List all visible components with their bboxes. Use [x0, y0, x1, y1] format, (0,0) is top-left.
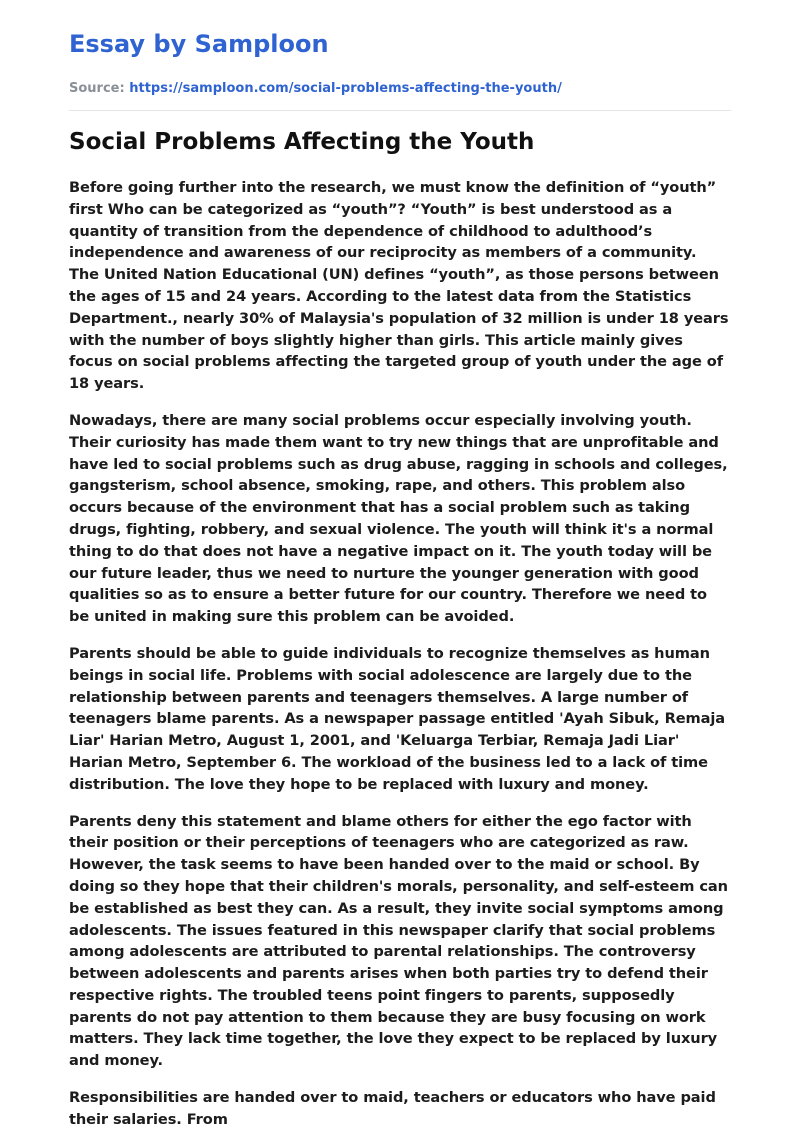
source-line	[69, 80, 731, 98]
divider	[69, 110, 731, 111]
source-label: Source:	[69, 81, 125, 96]
essay-paragraph: Parents deny this statement and blame others for either the ego factor with their position or their perceptions of teenagers who are categorized as raw. However, the task seems to have been handed over to the maid or school. By doing so they hope that their children's morals, personality, and self-esteem can be established as best they can. As a result, they invite social symptoms among adolescents. The issues featured in this newspaper clarify that social problems among adolescents are attributed to parental relationships. The controversy between adolescents and parents arises when both parties try to defend their respective rights. The troubled teens point fingers to parents, supposedly parents do not pay attention to them because they are busy focusing on work matters. They lack time together, the love they expect to be replaced by luxury and money.	[69, 812, 728, 1070]
essay-body	[69, 177, 731, 1131]
essay-paragraph: Parents should be able to guide individuals to recognize themselves as human beings in social life. Problems with social adolescence are largely due to the relationship between parents and teenagers themselves. A large number of teenagers blame parents. As a newspaper passage entitled 'Ayah Sibuk, Remaja Liar' Harian Metro, August 1, 2001, and 'Keluarga Terbiar, Remaja Jadi Liar' Harian Metro, September 6. The workload of the business led to a lack of time distribution. The love they hope to be replaced with luxury and money.	[69, 644, 726, 793]
essay-paragraph: Responsibilities are handed over to maid, teachers or educators who have paid their salaries. From	[69, 1089, 716, 1128]
source-link[interactable]: https://samploon.com/social-problems-affecting-the-youth/	[129, 81, 562, 96]
brand-title: Essay by Samploon	[69, 30, 329, 58]
essay-title: Social Problems Affecting the Youth	[69, 129, 535, 155]
essay-paragraph: Before going further into the research, we must know the definition of “youth” first Who can be categorized as “youth”? “Youth” is best understood as a quantity of transition from the dependence of childhood to adulthood’s independence and awareness of our reciprocity as members of a community. The United Nation Educational (UN) defines “youth”, as those persons between the ages of 15 and 24 years. According to the latest data from the Statistics Department., nearly 30% of Malaysia's population of 32 million is under 18 years with the number of boys slightly higher than girls. This article mainly gives focus on social problems affecting the targeted group of youth under the age of 18 years.	[69, 179, 729, 393]
essay-paragraph: Nowadays, there are many social problems occur especially involving youth. Their curiosity has made them want to try new things that are unprofitable and have led to social problems such as drug abuse, ragging in schools and colleges, gangsterism, school absence, smoking, rape, and others. This problem also occurs because of the environment that has a social problem such as taking drugs, fighting, robbery, and sexual violence. The youth will think it's a normal thing to do that does not have a negative impact on it. The youth today will be our future leader, thus we need to nurture the younger generation with good qualities so as to ensure a better future for our country. Therefore we need to be united in making sure this problem can be avoided.	[69, 411, 728, 626]
